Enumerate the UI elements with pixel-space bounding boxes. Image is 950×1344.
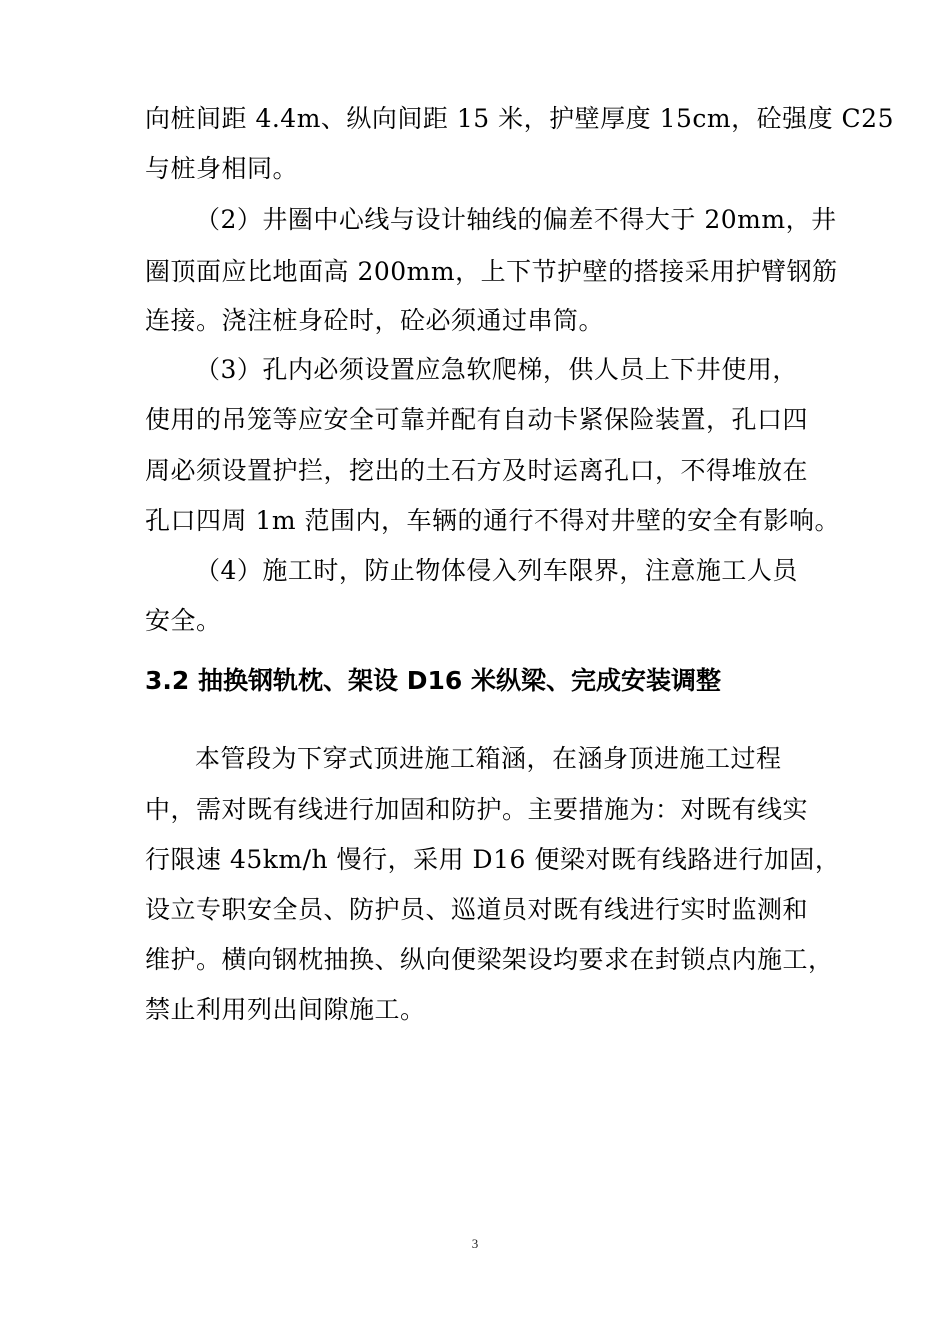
section-heading: 3.2 抽换钢轨枕、架设 D16 米纵梁、完成安装调整 [145,666,721,695]
section-paragraph-line: 中，需对既有线进行加固和防护。主要措施为：对既有线实 [145,795,809,824]
list-item-2-line: 圈顶面应比地面高 200mm，上下节护壁的搭接采用护臂钢筋 [145,257,838,286]
list-item-2-line: （2）井圈中心线与设计轴线的偏差不得大于 20mm，井 [195,205,837,234]
section-paragraph-line: 维护。横向钢枕抽换、纵向便梁架设均要求在封锁点内施工， [145,945,834,974]
paragraph-line: 与桩身相同。 [145,154,299,183]
list-item-4-line: 安全。 [145,606,222,635]
list-item-3-line: 孔口四周 1m 范围内，车辆的通行不得对井壁的安全有影响。 [145,506,841,535]
section-paragraph-line: 行限速 45km/h 慢行，采用 D16 便梁对既有线路进行加固， [145,845,841,874]
list-item-3-line: 周必须设置护拦，挖出的土石方及时运离孔口，不得堆放在 [145,456,809,485]
paragraph-line: 向桩间距 4.4m、纵向间距 15 米，护壁厚度 15cm，砼强度 C25 [145,104,894,133]
list-item-2-line: 连接。浇注桩身砼时，砼必须通过串筒。 [145,306,605,335]
section-paragraph-line: 设立专职安全员、防护员、巡道员对既有线进行实时监测和 [145,895,809,924]
list-item-4-line: （4）施工时，防止物体侵入列车限界，注意施工人员 [195,556,798,585]
list-item-3-line: （3）孔内必须设置应急软爬梯，供人员上下井使用， [195,355,798,384]
list-item-3-line: 使用的吊笼等应安全可靠并配有自动卡紧保险装置，孔口四 [145,405,809,434]
section-paragraph-line: 禁止利用列出间隙施工。 [145,995,426,1024]
section-paragraph-line: 本管段为下穿式顶进施工箱涵，在涵身顶进施工过程 [195,744,782,773]
page-number: 3 [471,1236,479,1251]
